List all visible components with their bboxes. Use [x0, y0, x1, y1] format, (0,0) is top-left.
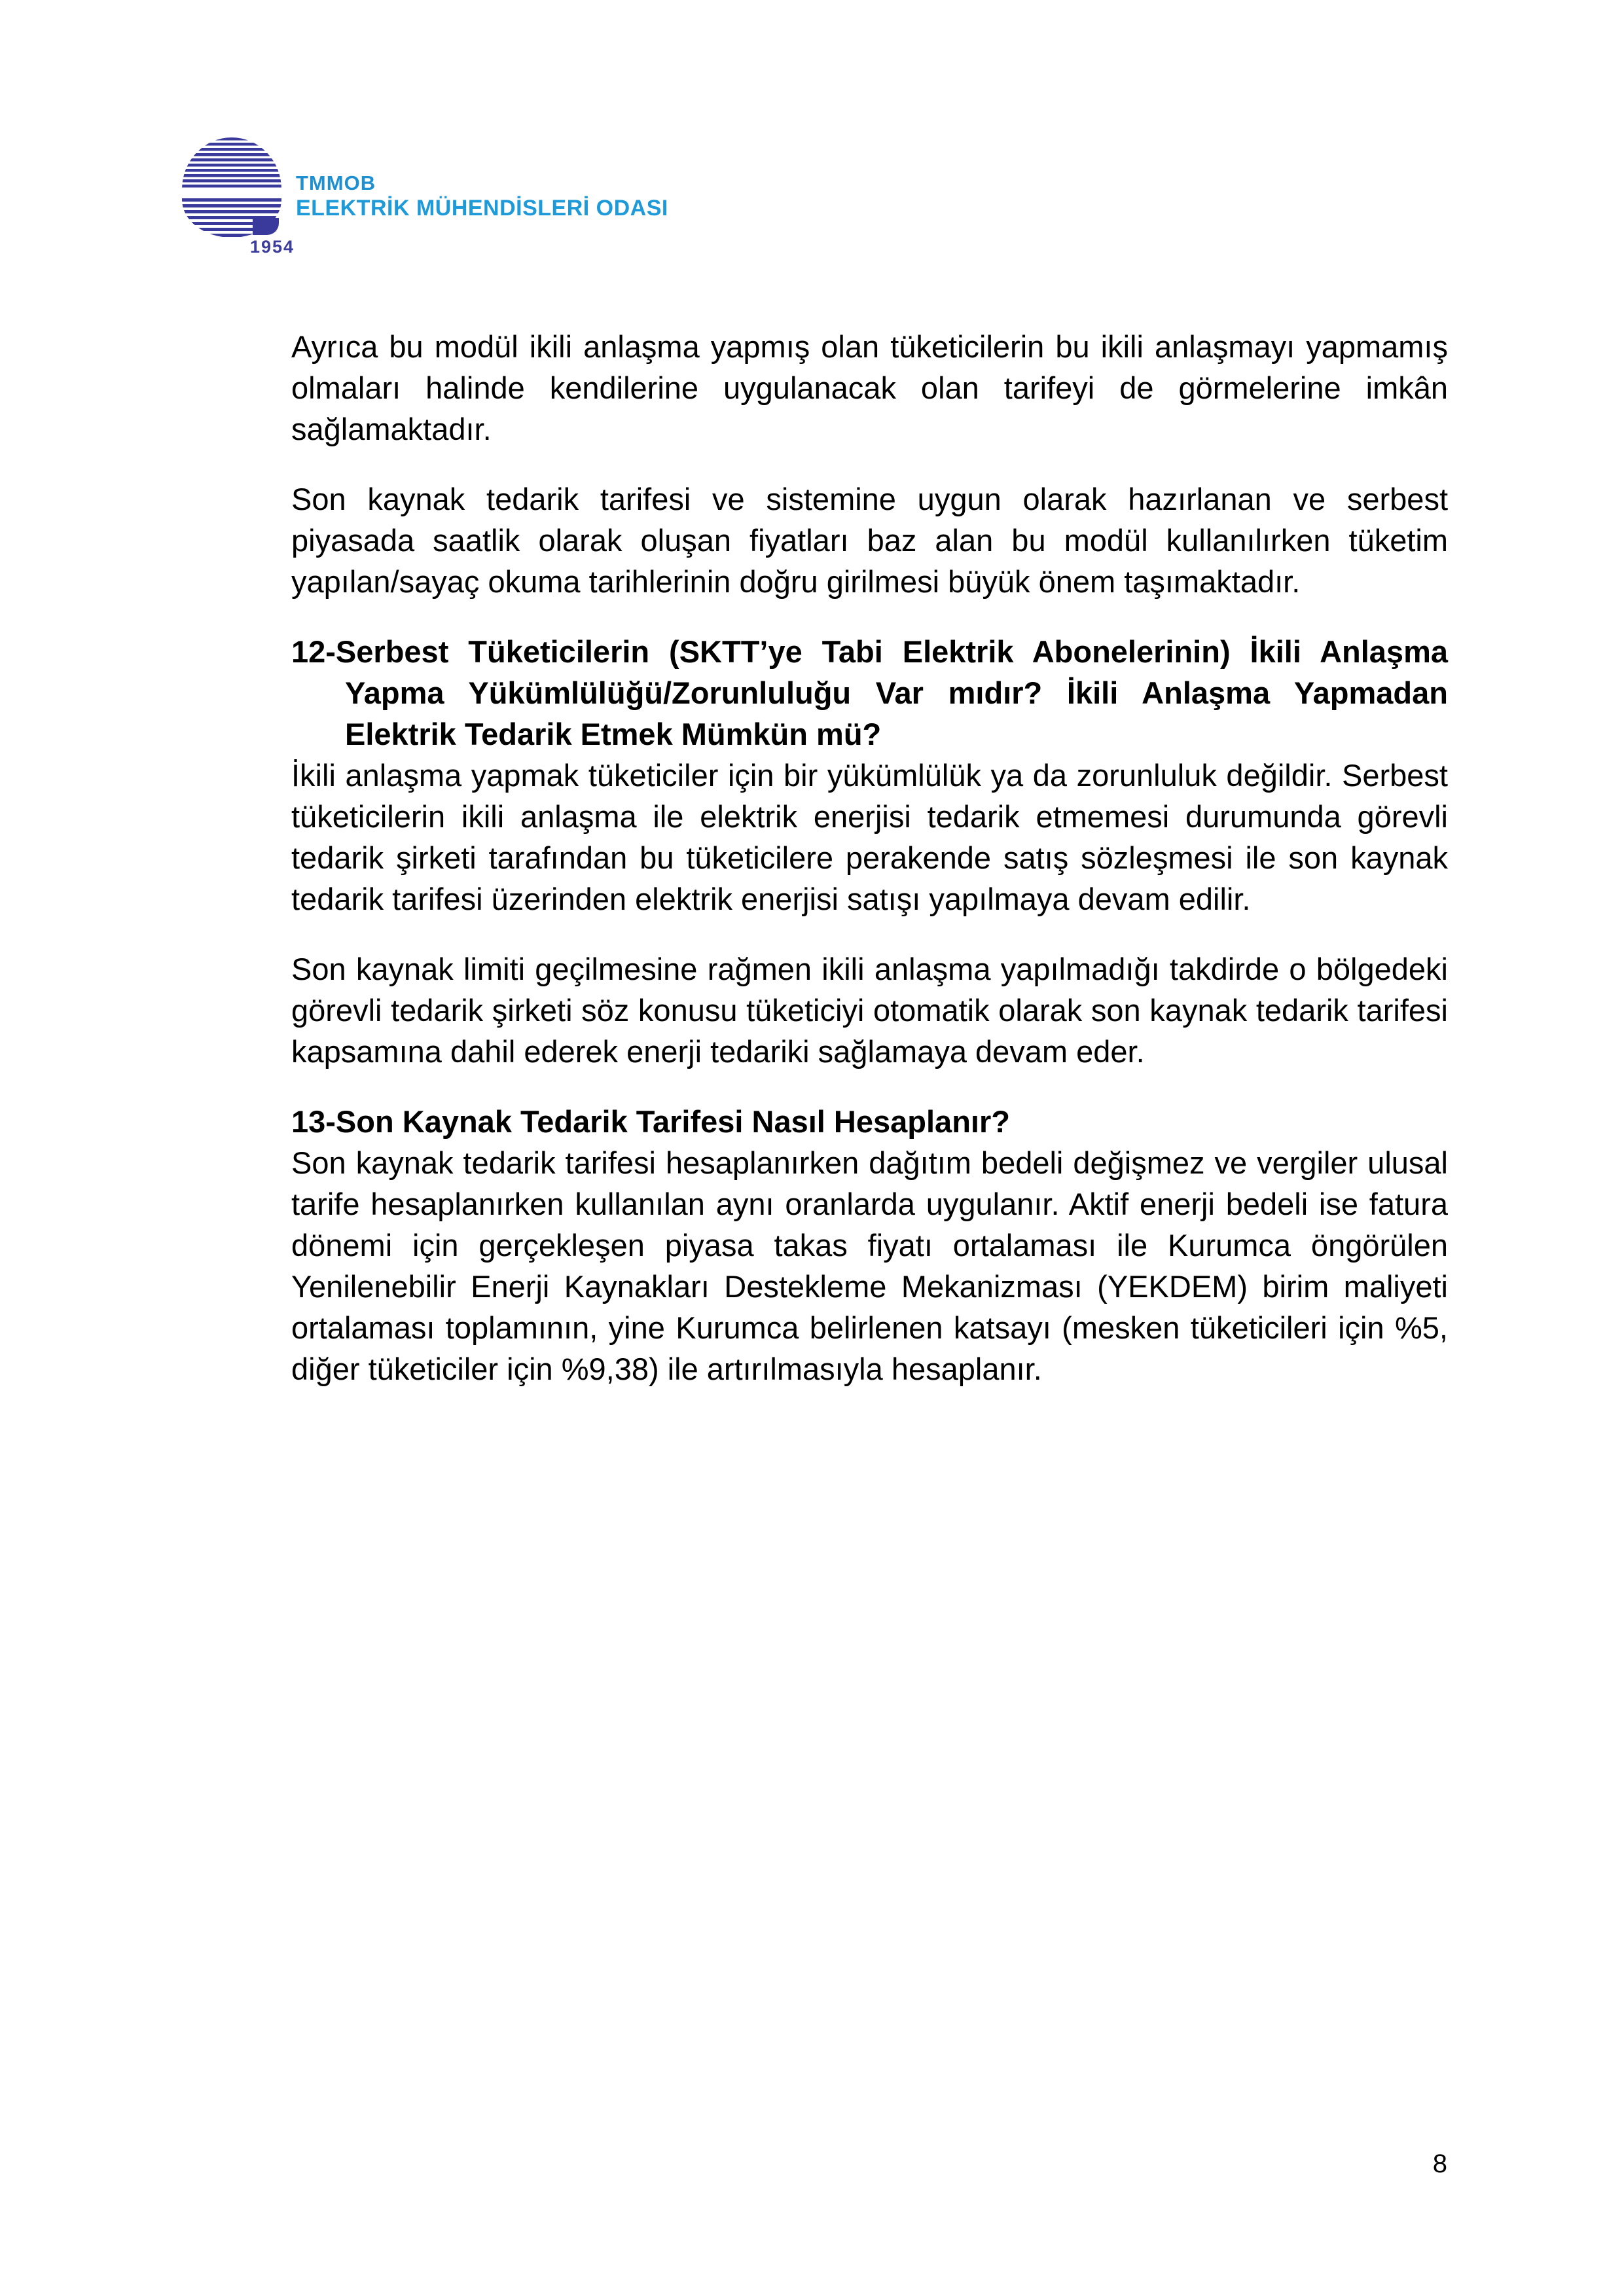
globe-top-hemisphere — [182, 137, 281, 189]
striped-globe-icon — [182, 137, 295, 257]
section-heading-12: 12-Serbest Tüketicilerin (SKTT’ye Tabi Elektrik Abonelerinin) İkili Anlaşma Yapma Yükümlülüğü/Zorunluluğu Var mıdır? İkili Anlaşma Yapmadan Elektrik Tedarik Etmek Mümkün mü? — [291, 634, 1448, 751]
paragraph-bilateral-module: Ayrıca bu modül ikili anlaşma yapmış olan tüketicilerin bu ikili anlaşmayı yapmamış olmaları halinde kendilerine uygulanacak olan tarifeyi de görmelerine imkân sağlamaktadır. — [291, 329, 1448, 446]
logo-org-name: ELEKTRİK MÜHENDİSLERİ ODASI — [296, 196, 668, 221]
logo-text — [296, 171, 668, 221]
globe-accent-block — [253, 218, 279, 235]
page-number: 8 — [1432, 2149, 1447, 2178]
paragraph-obligation-answer: İkili anlaşma yapmak tüketiciler için bir yükümlülük ya da zorunluluk değildir. Serbest tüketicilerin ikili anlaşma ile elektrik enerjisi tedarik etmemesi durumunda görevli tedarik şirketi tarafından bu tüketicilere perakende satış sözleşmesi ile son kaynak tedarik tarifesi üzerinden elektrik enerjisi satışı yapılmaya devam edilir. — [291, 758, 1448, 916]
paragraph-last-resort-module: Son kaynak tedarik tarifesi ve sistemine uygun olarak hazırlanan ve serbest piyasada saatlik olarak oluşan fiyatları baz alan bu modül kullanılırken tüketim yapılan/sayaç okuma tarihlerinin doğru girilmesi büyük önem taşımaktadır. — [291, 482, 1448, 599]
logo-year: 1954 — [250, 237, 295, 257]
logo-acronym: TMMOB — [296, 171, 376, 194]
paragraph-tariff-calculation: Son kaynak tedarik tarifesi hesaplanırken dağıtım bedeli değişmez ve vergiler ulusal tarife hesaplanırken kullanılan aynı oranlarda uygulanır. Aktif enerji bedeli ise fatura dönemi için gerçekleşen piyasa takas fiyatı ortalaması ile Kurumca öngörülen Yenilenebilir Enerji Kaynakları Destekleme Mekanizması (YEKDEM) birim maliyeti ortalaması toplamının, yine Kurumca belirlenen katsayı (mesken tüketicileri için %5, diğer tüketiciler için %9,38) ile artırılmasıyla hesaplanır. — [291, 1145, 1448, 1386]
document-body — [291, 326, 1448, 1418]
paragraph-limit-exceeded: Son kaynak limiti geçilmesine rağmen ikili anlaşma yapılmadığı takdirde o bölgedeki görevli tedarik şirketi söz konusu tüketiciyi otomatik olarak son kaynak tedarik tarifesi kapsamına dahil ederek enerji tedariki sağlamaya devam eder. — [291, 952, 1448, 1069]
section-heading-13: 13-Son Kaynak Tedarik Tarifesi Nasıl Hesaplanır? — [291, 1104, 1010, 1139]
